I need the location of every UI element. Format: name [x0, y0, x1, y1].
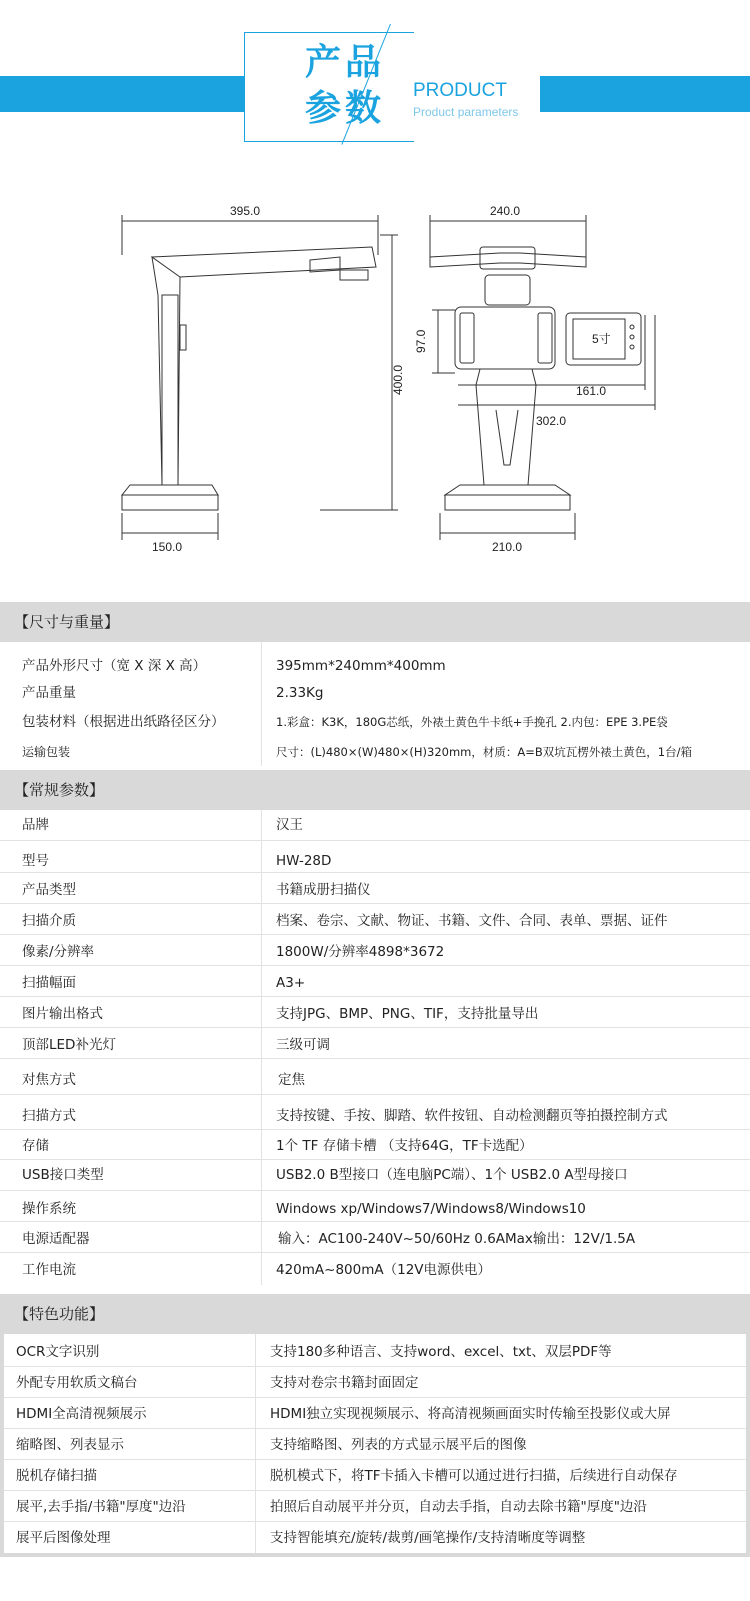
row-key: USB接口类型	[0, 1160, 262, 1190]
row-value: USB2.0 B型接口（连电脑PC端）、1个 USB2.0 A型母接口	[276, 1167, 628, 1183]
table-row	[0, 1253, 750, 1285]
row-value: 脱机模式下，将TF卡插入卡槽可以通过进行扫描，后续进行自动保存	[270, 1468, 678, 1484]
row-value: Windows xp/Windows7/Windows8/Windows10	[276, 1201, 586, 1217]
row-value: 三级可调	[276, 1037, 330, 1053]
row-key: 工作电流	[0, 1253, 262, 1285]
dim-base-front: 210.0	[492, 540, 523, 554]
row-key: 展平,去手指/书籍"厚度"边沿	[4, 1491, 256, 1521]
header-title-en: PRODUCT	[413, 80, 507, 101]
page-header	[0, 0, 750, 180]
row-key: 电源适配器	[0, 1222, 262, 1252]
table-row	[0, 1130, 750, 1160]
row-key: 外配专用软质文稿台	[4, 1367, 256, 1397]
dim-302: 302.0	[536, 414, 567, 428]
dim-width-side: 395.0	[230, 204, 261, 218]
row-value: 395mm*240mm*400mm	[276, 658, 446, 674]
row-key: 包装材料（根据进出纸路径区分）	[0, 705, 262, 735]
row-value: 支持智能填充/旋转/裁剪/画笔操作/支持清晰度等调整	[270, 1530, 586, 1546]
row-key: 品牌	[0, 810, 262, 840]
dimension-drawing	[100, 195, 660, 580]
table-row	[4, 1429, 746, 1460]
row-value: 420mA~800mA（12V电源供电）	[276, 1262, 492, 1278]
row-value: 1个 TF 存储卡槽 （支持64G，TF卡选配）	[276, 1138, 533, 1154]
row-key: 扫描幅面	[0, 966, 262, 996]
table-row	[0, 735, 750, 766]
table-row	[0, 841, 750, 873]
row-value: 档案、卷宗、文献、物证、书籍、文件、合同、表单、票据、证件	[276, 913, 668, 929]
row-key: 扫描方式	[0, 1095, 262, 1129]
row-key: 存储	[0, 1130, 262, 1159]
row-value: A3+	[276, 975, 306, 991]
table-row	[0, 966, 750, 997]
row-key: HDMI全高清视频展示	[4, 1398, 256, 1428]
row-key: 缩略图、列表显示	[4, 1429, 256, 1459]
header-band-right	[540, 76, 750, 112]
general-params-table	[0, 770, 750, 1285]
table-row	[4, 1398, 746, 1429]
row-value: 书籍成册扫描仪	[276, 882, 371, 898]
row-key: 顶部LED补光灯	[0, 1028, 262, 1058]
row-key: 型号	[0, 841, 262, 872]
row-value: 支持缩略图、列表的方式显示展平后的图像	[270, 1437, 527, 1453]
row-key: 运输包装	[0, 735, 262, 766]
table-row	[0, 705, 750, 735]
table-row	[4, 1367, 746, 1398]
table-row	[0, 873, 750, 904]
dim-height: 400.0	[391, 364, 405, 395]
table-row	[0, 1028, 750, 1059]
table-row	[0, 997, 750, 1028]
row-value: HW-28D	[276, 853, 332, 869]
table-row	[0, 675, 750, 705]
section-title-features: 【特色功能】	[0, 1294, 750, 1334]
features-table	[0, 1294, 750, 1557]
table-row	[0, 1160, 750, 1191]
table-row	[4, 1522, 746, 1553]
row-value: 2.33Kg	[276, 685, 324, 701]
row-value: 支持对卷宗书籍封面固定	[270, 1375, 419, 1391]
row-key: 展平后图像处理	[4, 1522, 256, 1553]
row-key: 脱机存储扫描	[4, 1460, 256, 1490]
table-row	[0, 904, 750, 935]
header-title-cn	[305, 40, 385, 132]
row-key: 扫描介质	[0, 904, 262, 934]
header-title-line1: 产品	[305, 42, 386, 83]
table-row	[0, 1222, 750, 1253]
dim-width-front: 240.0	[490, 204, 521, 218]
header-title-line2: 参数	[305, 88, 386, 129]
row-key: OCR文字识别	[4, 1334, 256, 1366]
row-value: 支持按键、手按、脚踏、软件按钮、自动检测翻页等拍摄控制方式	[276, 1108, 668, 1124]
row-key: 像素/分辨率	[0, 935, 262, 965]
table-row	[0, 935, 750, 966]
size-weight-table	[0, 602, 750, 766]
table-row	[4, 1334, 746, 1367]
table-row	[0, 1059, 750, 1095]
row-key: 操作系统	[0, 1191, 262, 1221]
row-key: 图片输出格式	[0, 997, 262, 1027]
section-title-general: 【常规参数】	[0, 770, 750, 810]
row-value: 支持JPG、BMP、PNG、TIF，支持批量导出	[276, 1006, 539, 1022]
row-value: 定焦	[278, 1072, 305, 1088]
row-key: 产品类型	[0, 873, 262, 903]
dim-screen-height: 97.0	[414, 329, 428, 353]
row-value: 拍照后自动展平并分页，自动去手指，自动去除书籍"厚度"边沿	[270, 1499, 647, 1515]
table-row	[0, 642, 750, 675]
table-row	[4, 1491, 746, 1522]
row-value: 支持180多种语言、支持word、excel、txt、双层PDF等	[270, 1344, 612, 1360]
table-row	[4, 1460, 746, 1491]
row-value: HDMI独立实现视频展示、将高清视频画面实时传输至投影仪或大屏	[270, 1406, 671, 1422]
table-row	[0, 810, 750, 841]
dim-base-side: 150.0	[152, 540, 183, 554]
row-value: 汉王	[276, 817, 303, 833]
dim-161: 161.0	[576, 384, 607, 398]
row-value: 输入：AC100-240V~50/60Hz 0.6AMax输出：12V/1.5A	[278, 1231, 636, 1247]
row-key: 产品重量	[0, 675, 262, 705]
row-value: 1.彩盒：K3K，180G芯纸，外裱土黄色牛卡纸+手挽孔 2.内包：EPE 3.PE袋	[276, 715, 668, 729]
section-title-size: 【尺寸与重量】	[0, 602, 750, 642]
row-key: 产品外形尺寸（宽 X 深 X 高）	[0, 642, 262, 675]
table-row	[0, 1095, 750, 1130]
header-subtitle-en: Product parameters	[413, 105, 519, 119]
row-value: 尺寸：(L)480×(W)480×(H)320mm，材质：A=B双坑瓦楞外裱土黄色，1台/箱	[276, 745, 692, 759]
table-row	[0, 1191, 750, 1222]
row-key: 对焦方式	[0, 1059, 262, 1094]
row-value: 1800W/分辨率4898*3672	[276, 944, 445, 960]
dim-screen-size: 5寸	[592, 332, 611, 346]
